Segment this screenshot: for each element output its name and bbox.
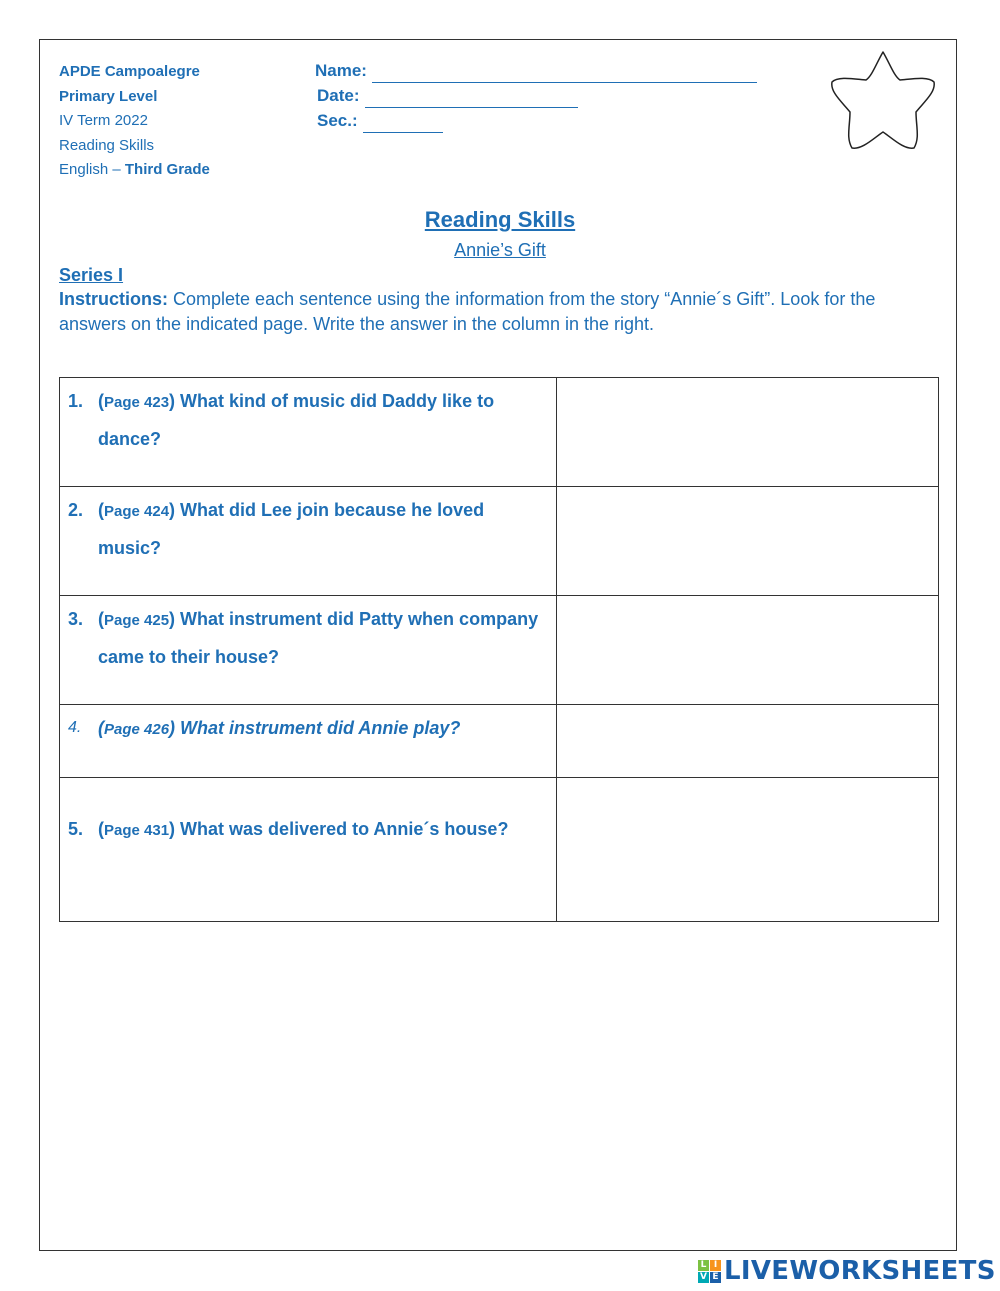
question-1: 1. (Page 423) What kind of music did Daddy like to dance?	[60, 378, 556, 457]
student-fields	[315, 58, 757, 133]
page-ref: Page 431	[104, 822, 170, 839]
question-number: 2.	[68, 500, 84, 520]
logo-mark-icon: L I V E	[698, 1260, 721, 1283]
question-4: 4. (Page 426) What instrument did Annie play?	[60, 705, 556, 748]
page-title: Reading Skills	[424, 207, 576, 232]
page-ref: Page 425	[104, 612, 170, 629]
star-icon	[828, 46, 938, 154]
date-input-line[interactable]	[365, 93, 578, 108]
date-label: Date:	[317, 86, 360, 105]
table-row	[60, 705, 939, 778]
page-ref: Page 426	[104, 721, 170, 738]
date-field	[317, 83, 757, 108]
question-number: 1.	[68, 391, 84, 411]
answer-cell-1[interactable]	[557, 378, 939, 487]
school-level: Primary Level	[59, 87, 158, 105]
question-text: What was delivered to Annie´s house?	[175, 819, 509, 839]
table-row	[60, 778, 939, 922]
course-grade: Third Grade	[124, 161, 210, 178]
answer-cell-2[interactable]	[557, 487, 939, 596]
instructions-text: Complete each sentence using the information from the story “Annie´s Gift”. Look for the answers on the indicated page. Write the answer in the column in the right.	[59, 289, 876, 334]
question-number: 5.	[68, 819, 84, 839]
school-term: IV Term 2022	[59, 112, 148, 129]
sec-field	[317, 108, 757, 133]
question-3: 3. (Page 425) What instrument did Patty when company came to their house?	[60, 596, 556, 675]
instructions-label: Instructions:	[59, 289, 169, 309]
sec-input-line[interactable]	[363, 118, 443, 133]
school-subject: Reading Skills	[59, 136, 155, 154]
series-heading: Series I	[59, 265, 124, 285]
page-ref: Page 424	[104, 503, 170, 520]
page-ref: Page 423	[104, 394, 170, 411]
instructions	[59, 287, 919, 337]
question-cell	[60, 378, 557, 487]
table-row	[60, 378, 939, 487]
question-cell	[60, 487, 557, 596]
school-info	[59, 60, 210, 183]
sec-label: Sec.:	[317, 111, 358, 130]
name-input-line[interactable]	[372, 68, 757, 83]
name-label: Name:	[315, 61, 367, 80]
course-prefix: English –	[59, 161, 125, 178]
question-5: 5. (Page 431) What was delivered to Annie´s house?	[60, 778, 556, 849]
question-text: What instrument did Patty when company came to their house?	[98, 609, 539, 667]
story-title: Annie’s Gift	[454, 240, 546, 260]
question-2: 2. (Page 424) What did Lee join because he loved music?	[60, 487, 556, 566]
question-cell	[60, 596, 557, 705]
answer-cell-4[interactable]	[557, 705, 939, 778]
answer-cell-3[interactable]	[557, 596, 939, 705]
table-row	[60, 487, 939, 596]
liveworksheets-logo[interactable]	[698, 1256, 996, 1286]
question-text: What instrument did Annie play?	[175, 718, 461, 738]
name-field	[315, 58, 757, 83]
question-number: 3.	[68, 609, 84, 629]
questions-table	[59, 377, 939, 922]
course-line	[59, 158, 210, 183]
school-name: APDE Campoalegre	[59, 63, 200, 80]
table-row	[60, 596, 939, 705]
question-number: 4.	[68, 719, 82, 736]
question-cell	[60, 705, 557, 778]
question-text: What kind of music did Daddy like to dance?	[98, 391, 495, 449]
logo-text: LIVEWORKSHEETS	[724, 1256, 996, 1286]
question-cell	[60, 778, 557, 922]
question-text: What did Lee join because he loved music?	[98, 500, 485, 558]
answer-cell-5[interactable]	[557, 778, 939, 922]
